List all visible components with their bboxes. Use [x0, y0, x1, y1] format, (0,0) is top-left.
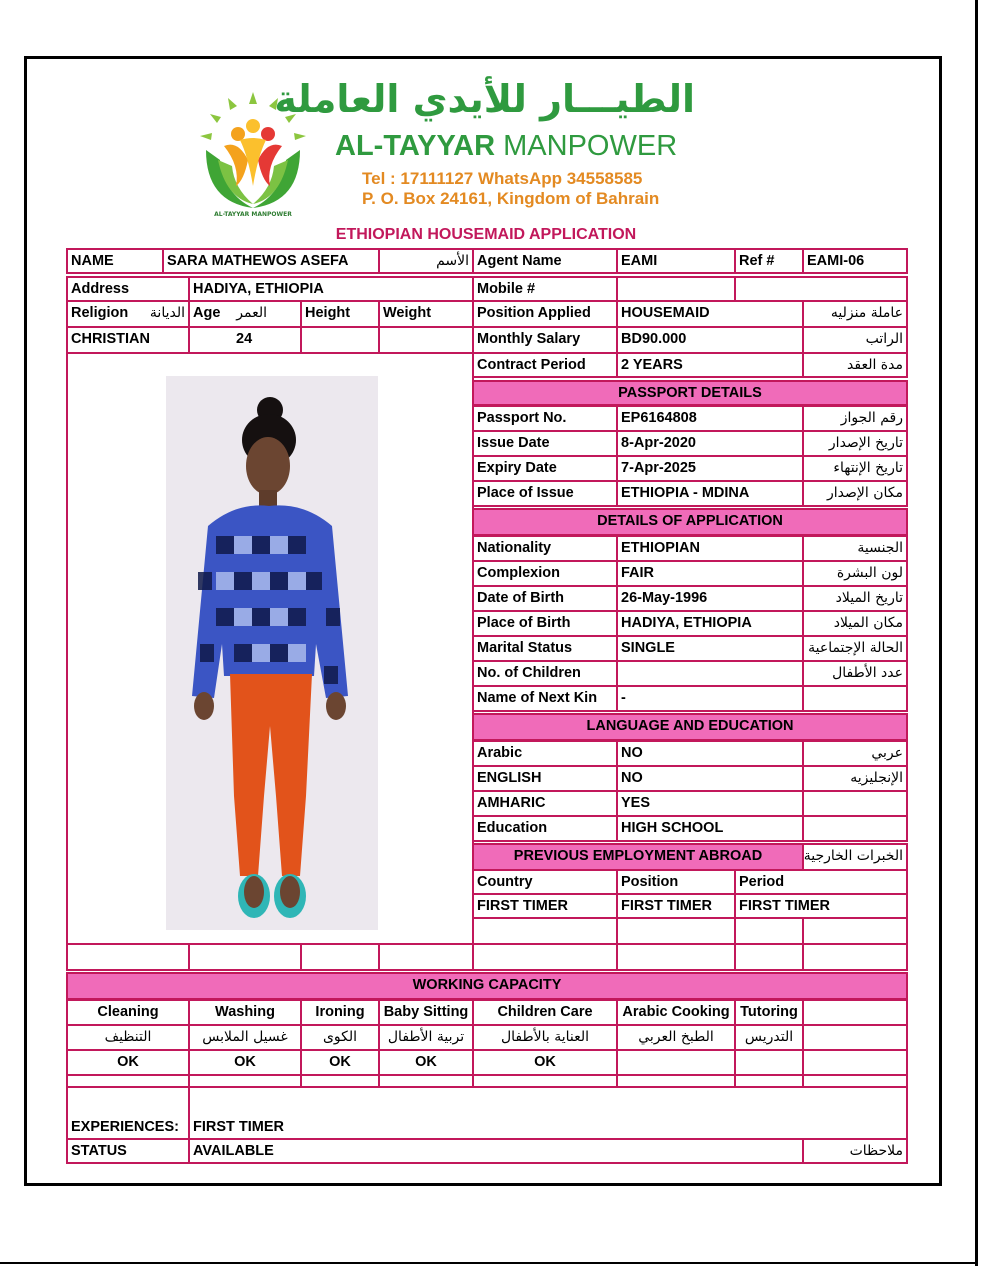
brand-name-english — [335, 126, 695, 166]
ref-value: EAMI-06 — [802, 248, 908, 274]
capacity-skill-label-arabic: تربية الأطفال — [378, 1024, 474, 1051]
application-row-label-arabic: تاريخ الميلاد — [802, 585, 908, 612]
application-row-label: Date of Birth — [472, 585, 618, 612]
application-row-value: 26-May-1996 — [616, 585, 804, 612]
employment-position-value: FIRST TIMER — [616, 893, 736, 919]
passport-row-label-arabic: رقم الجواز — [802, 405, 908, 432]
job-value: HOUSEMAID — [616, 300, 804, 328]
brand-name-bold: AL-TAYYAR — [335, 130, 496, 162]
language-row-label: AMHARIC — [472, 790, 618, 817]
capacity-skill-label-arabic: التدريس — [734, 1024, 804, 1051]
capacity-empty-cell — [802, 999, 908, 1026]
capacity-skill-value — [616, 1049, 736, 1076]
application-row-value: HADIYA, ETHIOPIA — [616, 610, 804, 637]
contract-value: 2 YEARS — [616, 352, 804, 378]
contract-label: Contract Period — [472, 352, 618, 378]
passport-heading: PASSPORT DETAILS — [472, 380, 908, 406]
language-row-label-arabic — [802, 815, 908, 842]
page-edge-bottom — [0, 1262, 978, 1264]
capacity-skill-value — [734, 1049, 804, 1076]
application-row-label-arabic: لون البشرة — [802, 560, 908, 587]
application-row-value: ETHIOPIAN — [616, 535, 804, 562]
salary-label-arabic: الراتب — [802, 326, 908, 354]
passport-row-label: Issue Date — [472, 430, 618, 457]
passport-row-label: Expiry Date — [472, 455, 618, 482]
emblem-caption: AL-TAYYAR MANPOWER — [214, 211, 292, 218]
employment-col-period: Period — [734, 869, 908, 895]
capacity-empty-cell — [802, 1049, 908, 1076]
language-row-value: YES — [616, 790, 804, 817]
capacity-skill-label: Baby Sitting — [378, 999, 474, 1026]
agent-name-value: EAMI — [616, 248, 736, 274]
application-row-label: Marital Status — [472, 635, 618, 662]
passport-row-value: 7-Apr-2025 — [616, 455, 804, 482]
remarks-label-arabic: ملاحظات — [802, 1138, 908, 1164]
experiences-value: FIRST TIMER — [188, 1086, 908, 1140]
religion-value: CHRISTIAN — [66, 326, 190, 354]
spacer-cell — [472, 943, 618, 971]
spacer-cell — [188, 943, 302, 971]
capacity-skill-label: Cleaning — [66, 999, 190, 1026]
mobile-value — [616, 276, 736, 302]
ref-label: Ref # — [734, 248, 804, 274]
application-row-label: Nationality — [472, 535, 618, 562]
employment-col-country: Country — [472, 869, 618, 895]
employment-period-value: FIRST TIMER — [734, 893, 908, 919]
capacity-skill-label-arabic: غسيل الملابس — [188, 1024, 302, 1051]
capacity-skill-label-arabic: التنظيف — [66, 1024, 190, 1051]
applicant-photo — [166, 376, 378, 930]
employment-empty-cell — [472, 917, 618, 945]
contract-label-arabic: مدة العقد — [802, 352, 908, 378]
employment-empty-cell — [802, 917, 908, 945]
employment-empty-cell — [616, 917, 736, 945]
mobile-extra — [734, 276, 908, 302]
status-label: STATUS — [66, 1138, 190, 1164]
application-row-label: No. of Children — [472, 660, 618, 687]
height-value — [300, 326, 380, 354]
application-row-value — [616, 660, 804, 687]
spacer-cell — [734, 943, 804, 971]
applicant-figure-illustration — [166, 376, 378, 930]
application-row-label-arabic: مكان الميلاد — [802, 610, 908, 637]
passport-row-value: EP6164808 — [616, 405, 804, 432]
age-label-cell — [188, 300, 302, 328]
passport-row-label: Place of Issue — [472, 480, 618, 507]
capacity-heading: WORKING CAPACITY — [66, 972, 908, 1000]
passport-row-label-arabic: تاريخ الإصدار — [802, 430, 908, 457]
job-label: Position Applied — [472, 300, 618, 328]
agent-name-label: Agent Name — [472, 248, 618, 274]
application-heading: DETAILS OF APPLICATION — [472, 508, 908, 536]
brand-name-thin: MANPOWER — [503, 130, 678, 162]
weight-label: Weight — [378, 300, 474, 328]
mobile-label: Mobile # — [472, 276, 618, 302]
application-row-label-arabic: الجنسية — [802, 535, 908, 562]
name-label-arabic: الأسم — [378, 248, 474, 274]
age-value: 24 — [188, 326, 302, 354]
language-row-label: Education — [472, 815, 618, 842]
passport-row-value: 8-Apr-2020 — [616, 430, 804, 457]
age-label: Age — [193, 305, 221, 321]
capacity-skill-label-arabic: العناية بالأطفال — [472, 1024, 618, 1051]
spacer-cell — [300, 943, 380, 971]
application-row-label-arabic: الحالة الإجتماعية — [802, 635, 908, 662]
address-label: Address — [66, 276, 190, 302]
religion-label-arabic: الديانة — [149, 305, 185, 321]
capacity-skill-label: Children Care — [472, 999, 618, 1026]
language-row-value: NO — [616, 740, 804, 767]
job-label-arabic: عاملة منزليه — [802, 300, 908, 328]
spacer-cell — [66, 943, 190, 971]
language-row-label-arabic — [802, 790, 908, 817]
salary-value: BD90.000 — [616, 326, 804, 354]
spacer-cell — [616, 943, 736, 971]
experiences-label: EXPERIENCES: — [66, 1086, 190, 1140]
capacity-skill-label-arabic: الكوى — [300, 1024, 380, 1051]
application-row-value: SINGLE — [616, 635, 804, 662]
capacity-skill-value: OK — [378, 1049, 474, 1076]
language-row-label-arabic: الإنجليزيه — [802, 765, 908, 792]
language-row-label-arabic: عربي — [802, 740, 908, 767]
religion-label-cell — [66, 300, 190, 328]
brand-name-arabic: الطيـــار للأيدي العاملة — [274, 77, 695, 121]
passport-row-label-arabic: مكان الإصدار — [802, 480, 908, 507]
name-label: NAME — [66, 248, 164, 274]
passport-row-label-arabic: تاريخ الإنتهاء — [802, 455, 908, 482]
salary-label: Monthly Salary — [472, 326, 618, 354]
spacer-cell — [802, 943, 908, 971]
capacity-skill-label-arabic: الطبخ العربي — [616, 1024, 736, 1051]
capacity-skill-label: Washing — [188, 999, 302, 1026]
employment-country-value: FIRST TIMER — [472, 893, 618, 919]
employment-heading-arabic: الخبرات الخارجية — [802, 843, 908, 871]
application-row-label: Name of Next Kin — [472, 685, 618, 712]
capacity-skill-label: Arabic Cooking — [616, 999, 736, 1026]
language-row-label: Arabic — [472, 740, 618, 767]
language-row-label: ENGLISH — [472, 765, 618, 792]
capacity-skill-value: OK — [472, 1049, 618, 1076]
page-edge-right — [975, 0, 978, 1266]
address-value: HADIYA, ETHIOPIA — [188, 276, 474, 302]
capacity-skill-label: Ironing — [300, 999, 380, 1026]
form-title: ETHIOPIAN HOUSEMAID APPLICATION — [335, 226, 637, 243]
capacity-skill-label: Tutoring — [734, 999, 804, 1026]
weight-value — [378, 326, 474, 354]
contact-phone-line: Tel : 17111127 WhatsApp 34558585 — [362, 169, 643, 188]
capacity-empty-cell — [802, 1024, 908, 1051]
language-row-value: HIGH SCHOOL — [616, 815, 804, 842]
capacity-skill-value: OK — [300, 1049, 380, 1076]
capacity-skill-value: OK — [188, 1049, 302, 1076]
name-value: SARA MATHEWOS ASEFA — [162, 248, 380, 274]
employment-empty-cell — [734, 917, 804, 945]
status-value: AVAILABLE — [188, 1138, 804, 1164]
employment-heading: PREVIOUS EMPLOYMENT ABROAD — [472, 843, 804, 871]
religion-label: Religion — [71, 305, 129, 321]
height-label: Height — [300, 300, 380, 328]
capacity-skill-value: OK — [66, 1049, 190, 1076]
application-row-label-arabic: عدد الأطفال — [802, 660, 908, 687]
spacer-cell — [378, 943, 474, 971]
passport-row-value: ETHIOPIA - MDINA — [616, 480, 804, 507]
application-row-label: Complexion — [472, 560, 618, 587]
application-row-value: - — [616, 685, 804, 712]
application-row-value: FAIR — [616, 560, 804, 587]
employment-col-position: Position — [616, 869, 736, 895]
application-row-label-arabic — [802, 685, 908, 712]
application-row-label: Place of Birth — [472, 610, 618, 637]
language-row-value: NO — [616, 765, 804, 792]
contact-address-line: P. O. Box 24161, Kingdom of Bahrain — [362, 189, 660, 208]
passport-row-label: Passport No. — [472, 405, 618, 432]
age-label-arabic: العمر — [236, 305, 267, 321]
language-heading: LANGUAGE AND EDUCATION — [472, 713, 908, 741]
